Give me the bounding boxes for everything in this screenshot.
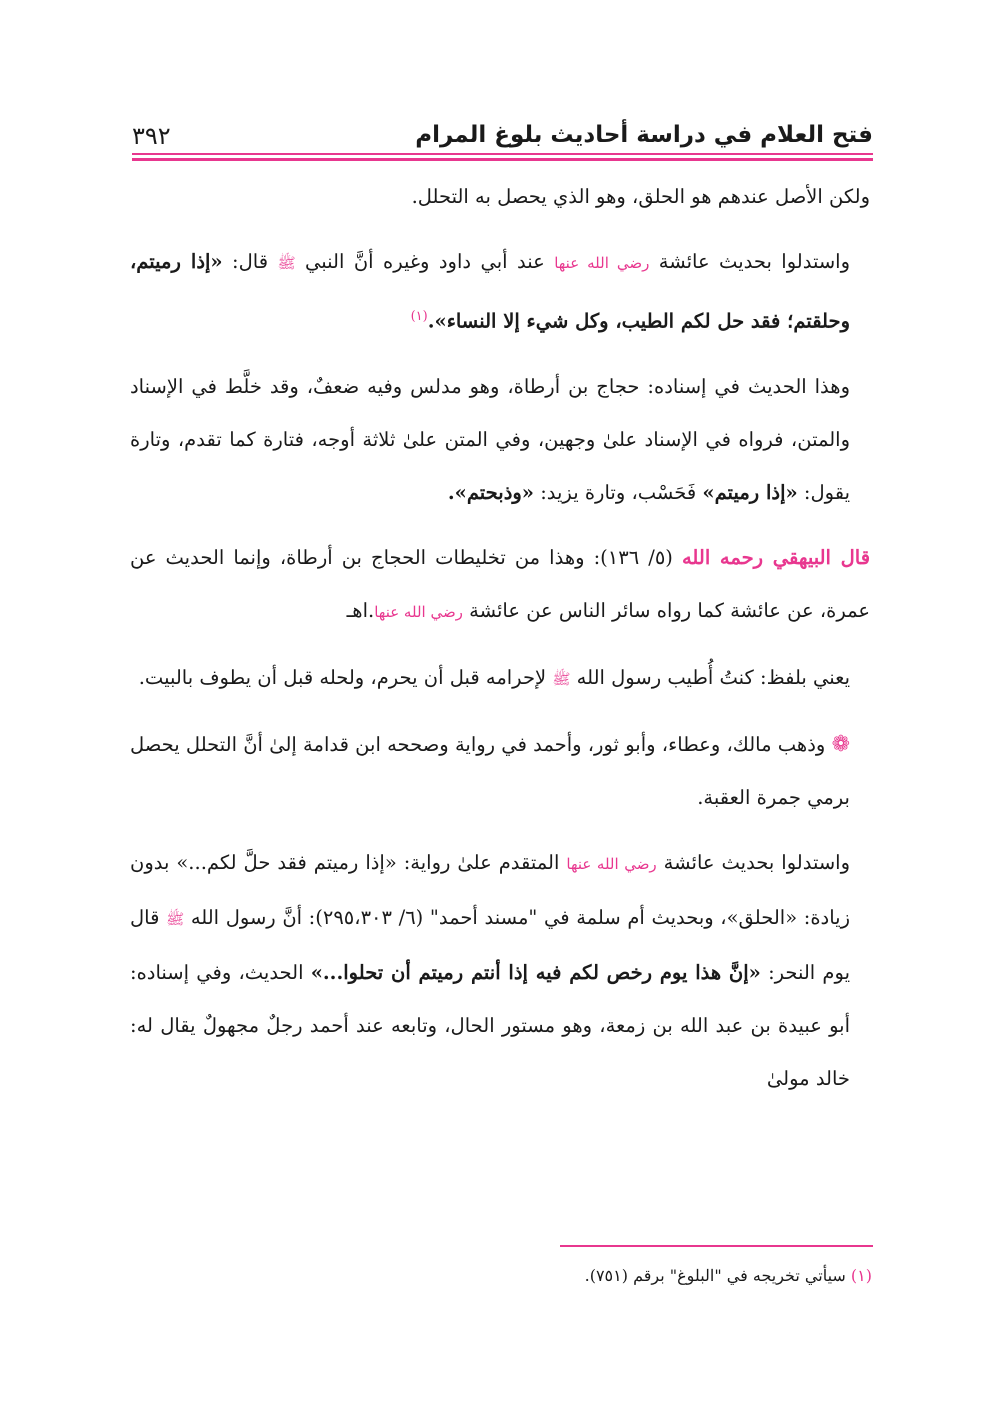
p5-text-a: يعني بلفظ: كنتُ أُطيب رسول الله (576, 665, 850, 689)
flower-bullet-icon: ❁ (831, 731, 850, 757)
p3-quote-2: «وذبحتم». (447, 480, 534, 504)
footnote (131, 1266, 872, 1285)
header-rule-thick (132, 158, 873, 161)
page-number: ٣٩٢ (132, 122, 171, 150)
p2-text-c: قال: (232, 250, 269, 273)
p3-text-a: وهذا الحديث في إسناده: حجاج بن أرطاة، وهو مدلس وفيه ضعفٌ، وقد خلَّط في الإسناد والمتن، فرواه في الإسناد علىٰ وجهين، وفي المتن علىٰ ثلاثة أوجه، فتارة كما تقدم، وتارة يقول: (130, 374, 850, 504)
hadith-quote: «إذا رميتم، وحلقتم؛ فقد حل لكم الطيب، وكل شيء إلا النساء». (130, 250, 850, 333)
p7-text-c: قال يوم النحر: (130, 905, 850, 984)
p4-text-a: (٥/ ١٣٦): وهذا من تخليطات الحجاج بن أرطاة، وإنما الحديث عن عمرة، عن عائشة كما رواه سائر الناس عن عائشة (130, 545, 870, 622)
p7-text-d: الحديث، وفي إسناده: أبو عبيدة بن عبد الله بن زمعة، وهو مستور الحال، وتابعه عند أحمد رجلٌ مجهولٌ يقال له: خالد مولىٰ (130, 960, 850, 1090)
footnote-number: (١) (850, 1266, 872, 1285)
paragraph-3 (130, 360, 870, 519)
honorific-glyph: رضي الله عنها (374, 602, 463, 621)
p3-quote-1: «إذا رميتم» (702, 480, 798, 504)
paragraph-6 (130, 718, 870, 824)
p2-text-a: واستدلوا بحديث عائشة (658, 250, 851, 273)
p2-text-b: عند أبي داود وغيره أنَّ النبي (305, 250, 545, 273)
footnote-text: سيأتي تخريجه في "البلوغ" برقم (٧٥١). (584, 1266, 846, 1285)
p3-text-b: فَحَسْب، وتارة يزيد: (540, 480, 697, 504)
paragraph-7 (130, 836, 870, 1105)
bayhaqi-label: قال البيهقي رحمه الله (681, 545, 871, 569)
p6-text: وذهب مالك، وعطاء، وأبو ثور، وأحمد في رواية وصححه ابن قدامة إلىٰ أنَّ التحلل يحصل برمي جمرة العقبة. (130, 732, 850, 809)
p4-text-b: .اهـ (346, 598, 375, 622)
header-rule-thin (132, 153, 873, 155)
honorific-glyph: رضي الله عنها (566, 854, 657, 873)
running-header (132, 118, 873, 154)
salawat-glyph: ﷺ (277, 254, 296, 272)
main-text (130, 170, 870, 1105)
p7-text-b: المتقدم علىٰ رواية: «إذا رميتم فقد حلَّ لكم...» بدون زيادة: «الحلق»، وبحديث أم سلمة في "مسند أحمد" (٦/ ٢٩٥،٣٠٣): أنَّ رسول الله (130, 850, 851, 929)
salawat-glyph: ﷺ (552, 669, 571, 688)
paragraph-4 (130, 531, 870, 639)
footnote-reference[interactable]: (١) (410, 309, 428, 324)
paragraph-1-text: ولكن الأصل عندهم هو الحلق، وهو الذي يحصل به التحلل. (411, 185, 870, 208)
honorific-glyph: رضي الله عنها (554, 254, 650, 272)
paragraph-1 (130, 170, 870, 223)
footnote-separator (560, 1245, 873, 1247)
paragraph-2 (130, 235, 870, 348)
salawat-glyph: ﷺ (166, 909, 185, 928)
book-title: فتح العلام في دراسة أحاديث بلوغ المرام (415, 122, 873, 148)
p5-text-b: لإحرامه قبل أن يحرم، ولحله قبل أن يطوف بالبيت. (138, 665, 547, 689)
p7-text-a: واستدلوا بحديث عائشة (663, 850, 851, 874)
p7-hadith-quote: «إنَّ هذا يوم رخص لكم فيه إذا أنتم رميتم أن تحلوا...» (310, 960, 761, 984)
paragraph-5 (130, 651, 870, 706)
